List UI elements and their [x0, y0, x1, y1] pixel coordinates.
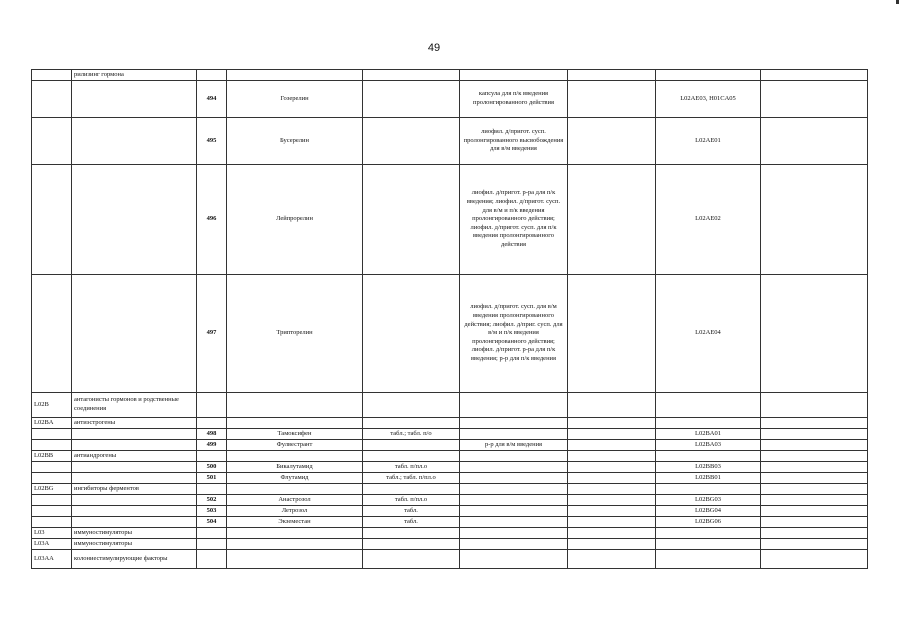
dosage-form-extended-cell: р-р для в/м введения: [460, 440, 568, 451]
atc-code-cell: L02BB03: [656, 462, 761, 473]
row-number-cell: 497: [197, 275, 227, 393]
dosage-form-cell: [363, 484, 460, 495]
row-number-cell: [197, 418, 227, 429]
atc-code-cell: L02BG06: [656, 517, 761, 528]
dosage-form-cell: табл.; табл. п/пл.о: [363, 473, 460, 484]
empty-cell: [568, 495, 656, 506]
drug-name-cell: [227, 70, 363, 81]
empty-cell: [761, 506, 868, 517]
empty-cell: [568, 70, 656, 81]
dosage-form-cell: табл.; табл. п/о: [363, 429, 460, 440]
atc-code-cell: L02BG04: [656, 506, 761, 517]
empty-cell: [568, 506, 656, 517]
empty-cell: [761, 429, 868, 440]
atc-code-cell: L02BA03: [656, 440, 761, 451]
empty-cell: [761, 81, 868, 118]
table-row: [32, 81, 868, 118]
table-row: [32, 506, 868, 517]
atc-group-code-cell: [32, 165, 72, 275]
drug-name-cell: Фулвестрант: [227, 440, 363, 451]
dosage-form-extended-cell: [460, 70, 568, 81]
table-row: [32, 429, 868, 440]
table-row: [32, 484, 868, 495]
drug-name-cell: [227, 393, 363, 418]
dosage-form-cell: [363, 550, 460, 569]
dosage-form-cell: [363, 451, 460, 462]
table-row: [32, 118, 868, 165]
dosage-form-extended-cell: капсула для п/к введения пролонгированного действия: [460, 81, 568, 118]
row-number-cell: 494: [197, 81, 227, 118]
row-number-cell: 495: [197, 118, 227, 165]
empty-cell: [568, 451, 656, 462]
row-number-cell: [197, 528, 227, 539]
group-name-cell: [72, 517, 197, 528]
empty-cell: [568, 462, 656, 473]
dosage-form-cell: [363, 418, 460, 429]
empty-cell: [568, 484, 656, 495]
atc-code-cell: [656, 539, 761, 550]
empty-cell: [568, 528, 656, 539]
empty-cell: [761, 484, 868, 495]
group-name-cell: [72, 165, 197, 275]
drug-name-cell: Трипторелин: [227, 275, 363, 393]
dosage-form-cell: [363, 81, 460, 118]
dosage-form-cell: табл. п/пл.о: [363, 462, 460, 473]
drug-name-cell: [227, 550, 363, 569]
drug-name-cell: Тамоксифен: [227, 429, 363, 440]
drug-name-cell: Анастрозол: [227, 495, 363, 506]
page-number: 49: [427, 42, 441, 54]
atc-code-cell: L02BA01: [656, 429, 761, 440]
dosage-form-extended-cell: лиофил. д/пригот. р-ра для п/к введения; лиофил. д/пригот. сусп. для в/м и п/к введения пролонгированного действия; лиофил. д/пригот. сусп. для п/к введения пролонгированного действия: [460, 165, 568, 275]
atc-group-code-cell: [32, 462, 72, 473]
dosage-form-cell: табл.: [363, 506, 460, 517]
group-name-cell: [72, 118, 197, 165]
empty-cell: [568, 429, 656, 440]
empty-cell: [568, 539, 656, 550]
table-row: [32, 495, 868, 506]
empty-cell: [761, 70, 868, 81]
atc-group-code-cell: L02BB: [32, 451, 72, 462]
empty-cell: [761, 528, 868, 539]
empty-cell: [568, 440, 656, 451]
empty-cell: [568, 118, 656, 165]
dosage-form-extended-cell: [460, 495, 568, 506]
atc-group-code-cell: [32, 517, 72, 528]
empty-cell: [761, 165, 868, 275]
group-name-cell: антагонисты гормонов и родственные соединения: [72, 393, 197, 418]
atc-code-cell: L02BG03: [656, 495, 761, 506]
table-row: [32, 393, 868, 418]
row-number-cell: 503: [197, 506, 227, 517]
atc-code-cell: [656, 528, 761, 539]
atc-code-cell: [656, 550, 761, 569]
dosage-form-cell: [363, 539, 460, 550]
dosage-form-cell: [363, 440, 460, 451]
drug-name-cell: Летрозол: [227, 506, 363, 517]
drug-name-cell: Лейпрорелин: [227, 165, 363, 275]
empty-cell: [761, 550, 868, 569]
group-name-cell: рилизинг гормона: [72, 70, 197, 81]
empty-cell: [761, 495, 868, 506]
atc-code-cell: L02AE04: [656, 275, 761, 393]
table-row: [32, 165, 868, 275]
table-body: [32, 70, 868, 569]
table-row: [32, 275, 868, 393]
empty-cell: [761, 462, 868, 473]
row-number-cell: 499: [197, 440, 227, 451]
dosage-form-extended-cell: [460, 550, 568, 569]
drug-name-cell: Флутамид: [227, 473, 363, 484]
empty-cell: [568, 517, 656, 528]
atc-group-code-cell: [32, 118, 72, 165]
empty-cell: [761, 539, 868, 550]
empty-cell: [761, 517, 868, 528]
atc-group-code-cell: L02BG: [32, 484, 72, 495]
atc-group-code-cell: [32, 429, 72, 440]
atc-code-cell: [656, 393, 761, 418]
empty-cell: [761, 440, 868, 451]
empty-cell: [568, 165, 656, 275]
group-name-cell: иммуностимуляторы: [72, 528, 197, 539]
group-name-cell: [72, 429, 197, 440]
atc-group-code-cell: [32, 495, 72, 506]
atc-group-code-cell: L02B: [32, 393, 72, 418]
drug-name-cell: Бусерелин: [227, 118, 363, 165]
table-row: [32, 528, 868, 539]
group-name-cell: [72, 473, 197, 484]
dosage-form-cell: [363, 393, 460, 418]
group-name-cell: иммуностимуляторы: [72, 539, 197, 550]
atc-group-code-cell: [32, 440, 72, 451]
atc-group-code-cell: [32, 81, 72, 118]
group-name-cell: ингибиторы ферментов: [72, 484, 197, 495]
atc-group-code-cell: L03: [32, 528, 72, 539]
drug-name-cell: Бикалутамид: [227, 462, 363, 473]
dosage-form-extended-cell: лиофил. д/пригот. сусп. для в/м введения пролонгированного действия; лиофил. д/приг. сусп. для в/м и п/к введения пролонгированного действия; лиофил. д/пригот. р-ра для п/к введения; р-р для п/к введения: [460, 275, 568, 393]
atc-group-code-cell: L03A: [32, 539, 72, 550]
atc-group-code-cell: [32, 473, 72, 484]
group-name-cell: антиандрогены: [72, 451, 197, 462]
dosage-form-extended-cell: [460, 517, 568, 528]
dosage-form-cell: [363, 275, 460, 393]
empty-cell: [568, 275, 656, 393]
empty-cell: [761, 473, 868, 484]
empty-cell: [568, 393, 656, 418]
corner-mark: [896, 0, 899, 4]
dosage-form-extended-cell: [460, 528, 568, 539]
empty-cell: [761, 451, 868, 462]
drug-name-cell: [227, 418, 363, 429]
empty-cell: [761, 393, 868, 418]
dosage-form-cell: [363, 528, 460, 539]
row-number-cell: 496: [197, 165, 227, 275]
atc-code-cell: [656, 70, 761, 81]
group-name-cell: [72, 81, 197, 118]
dosage-form-extended-cell: [460, 506, 568, 517]
drug-name-cell: [227, 451, 363, 462]
group-name-cell: [72, 275, 197, 393]
atc-code-cell: L02AE02: [656, 165, 761, 275]
atc-group-code-cell: [32, 275, 72, 393]
atc-code-cell: [656, 418, 761, 429]
empty-cell: [761, 118, 868, 165]
atc-code-cell: L02BB01: [656, 473, 761, 484]
dosage-form-extended-cell: [460, 393, 568, 418]
dosage-form-cell: [363, 70, 460, 81]
atc-code-cell: L02AE01: [656, 118, 761, 165]
row-number-cell: [197, 550, 227, 569]
atc-code-cell: L02AE03, H01CA05: [656, 81, 761, 118]
atc-group-code-cell: L02BA: [32, 418, 72, 429]
group-name-cell: антиэстрогены: [72, 418, 197, 429]
empty-cell: [568, 550, 656, 569]
table-row: [32, 550, 868, 569]
empty-cell: [761, 418, 868, 429]
drug-name-cell: Гозерелин: [227, 81, 363, 118]
table-row: [32, 440, 868, 451]
atc-group-code-cell: L03AA: [32, 550, 72, 569]
drug-name-cell: [227, 484, 363, 495]
dosage-form-extended-cell: лиофил. д/пригот. сусп. пролонгированного высвобождения для в/м введения: [460, 118, 568, 165]
empty-cell: [568, 473, 656, 484]
atc-group-code-cell: [32, 506, 72, 517]
drug-name-cell: [227, 528, 363, 539]
row-number-cell: [197, 70, 227, 81]
table-row: [32, 462, 868, 473]
row-number-cell: [197, 451, 227, 462]
dosage-form-cell: табл.: [363, 517, 460, 528]
row-number-cell: 501: [197, 473, 227, 484]
dosage-form-cell: табл. п/пл.о: [363, 495, 460, 506]
dosage-form-extended-cell: [460, 484, 568, 495]
table-row: [32, 539, 868, 550]
row-number-cell: 500: [197, 462, 227, 473]
table-row: [32, 418, 868, 429]
atc-code-cell: [656, 451, 761, 462]
table-row: [32, 517, 868, 528]
dosage-form-extended-cell: [460, 539, 568, 550]
empty-cell: [568, 81, 656, 118]
atc-code-cell: [656, 484, 761, 495]
drug-table: [31, 69, 868, 569]
row-number-cell: [197, 539, 227, 550]
row-number-cell: [197, 484, 227, 495]
drug-name-cell: [227, 539, 363, 550]
atc-group-code-cell: [32, 70, 72, 81]
dosage-form-extended-cell: [460, 429, 568, 440]
dosage-form-extended-cell: [460, 451, 568, 462]
group-name-cell: [72, 440, 197, 451]
dosage-form-extended-cell: [460, 473, 568, 484]
empty-cell: [761, 275, 868, 393]
empty-cell: [568, 418, 656, 429]
drug-name-cell: Экземестан: [227, 517, 363, 528]
row-number-cell: 504: [197, 517, 227, 528]
row-number-cell: [197, 393, 227, 418]
group-name-cell: [72, 462, 197, 473]
group-name-cell: [72, 495, 197, 506]
dosage-form-extended-cell: [460, 462, 568, 473]
row-number-cell: 498: [197, 429, 227, 440]
dosage-form-cell: [363, 118, 460, 165]
dosage-form-cell: [363, 165, 460, 275]
table-row: [32, 70, 868, 81]
table-row: [32, 473, 868, 484]
row-number-cell: 502: [197, 495, 227, 506]
table-row: [32, 451, 868, 462]
group-name-cell: [72, 506, 197, 517]
group-name-cell: колониестимулирующие факторы: [72, 550, 197, 569]
dosage-form-extended-cell: [460, 418, 568, 429]
